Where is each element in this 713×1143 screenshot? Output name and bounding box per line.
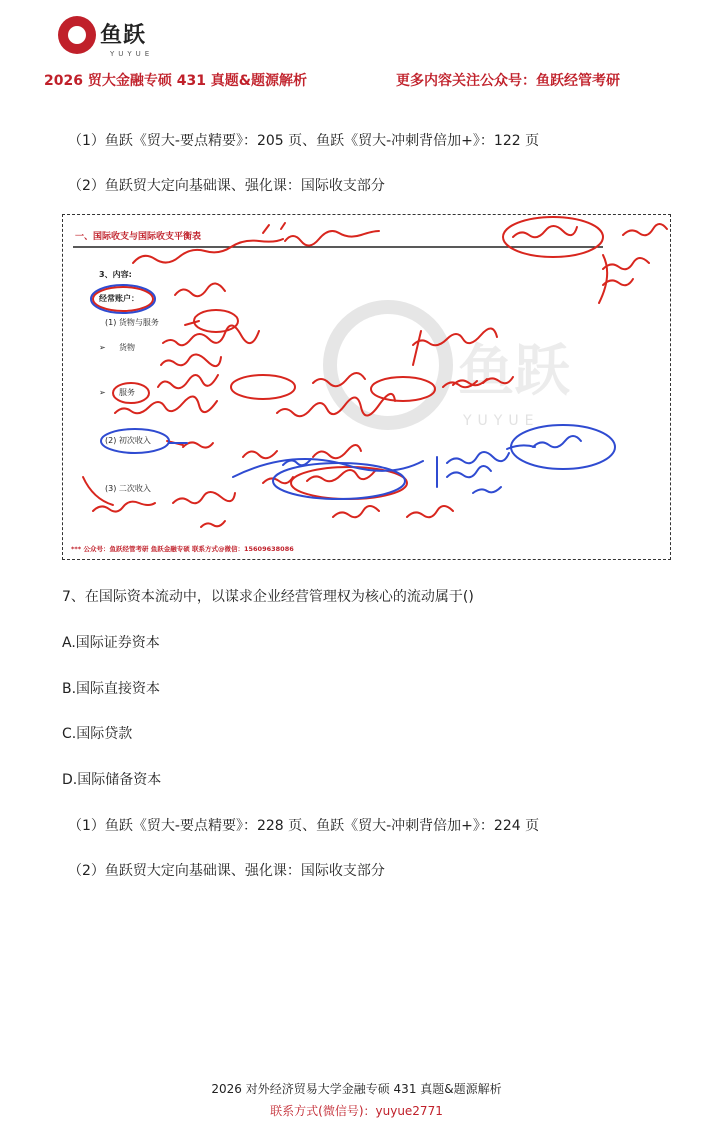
answer-option-c: C.国际贷款: [62, 726, 133, 742]
goods-label: 货物: [119, 343, 135, 352]
figure-footer-note: *** 公众号：鱼跃经管考研 鱼跃金融专硕 联系方式@微信：15609638086: [71, 545, 294, 553]
primary-income-label: (2) 初次收入: [105, 436, 151, 445]
footer-contact: 联系方式(微信号)：yuyue2771: [270, 1104, 443, 1118]
logo-subtitle: YUYUE: [110, 50, 154, 58]
answer-option-b: B.国际直接资本: [62, 681, 161, 697]
header-follow-note: 更多内容关注公众号：鱼跃经管考研: [396, 73, 620, 89]
goods-services-label: (1) 货物与服务: [105, 318, 159, 327]
figure-heading: 一、国际收支与国际收支平衡表: [75, 232, 202, 242]
footer-title: 2026 对外经济贸易大学金融专硕 431 真题&题源解析: [211, 1082, 502, 1096]
brand-logo: [58, 14, 170, 62]
bullet-icon: ➢: [99, 388, 106, 397]
reference-line: （1）鱼跃《贸大-要点精要》：205 页、鱼跃《贸大-冲刺背倍加+》：122 页: [68, 133, 540, 149]
answer-option-a: A.国际证券资本: [62, 635, 160, 651]
watermark-logo-icon: [330, 307, 446, 423]
watermark-subtitle: YUYUE: [463, 413, 540, 429]
fish-logo-icon: [58, 16, 96, 54]
question-stem: 7、在国际资本流动中，以谋求企业经营管理权为核心的流动属于(): [62, 589, 474, 605]
reference-line: （2）鱼跃贸大定向基础课、强化课：国际收支部分: [68, 863, 385, 879]
secondary-income-label: (3) 二次收入: [105, 484, 151, 493]
watermark-text: 鱼跃: [458, 338, 570, 404]
reference-line: （1）鱼跃《贸大-要点精要》：228 页、鱼跃《贸大-冲刺背倍加+》：224 页: [68, 818, 540, 834]
annotated-notes-figure: [62, 214, 671, 560]
logo-name: 鱼跃: [100, 22, 147, 48]
reference-line: （2）鱼跃贸大定向基础课、强化课：国际收支部分: [68, 178, 385, 194]
section-item-3: 3、内容:: [99, 270, 132, 279]
header-title: 2026 贸大金融专硕 431 真题&题源解析: [44, 73, 308, 89]
services-label: 服务: [119, 388, 135, 397]
answer-option-d: D.国际储备资本: [62, 772, 162, 788]
handwritten-annotations-red: [83, 217, 667, 527]
current-account-label: 经常账户：: [99, 294, 139, 303]
bullet-icon: ➢: [99, 343, 106, 352]
annotated-notes-canvas: [63, 215, 671, 560]
